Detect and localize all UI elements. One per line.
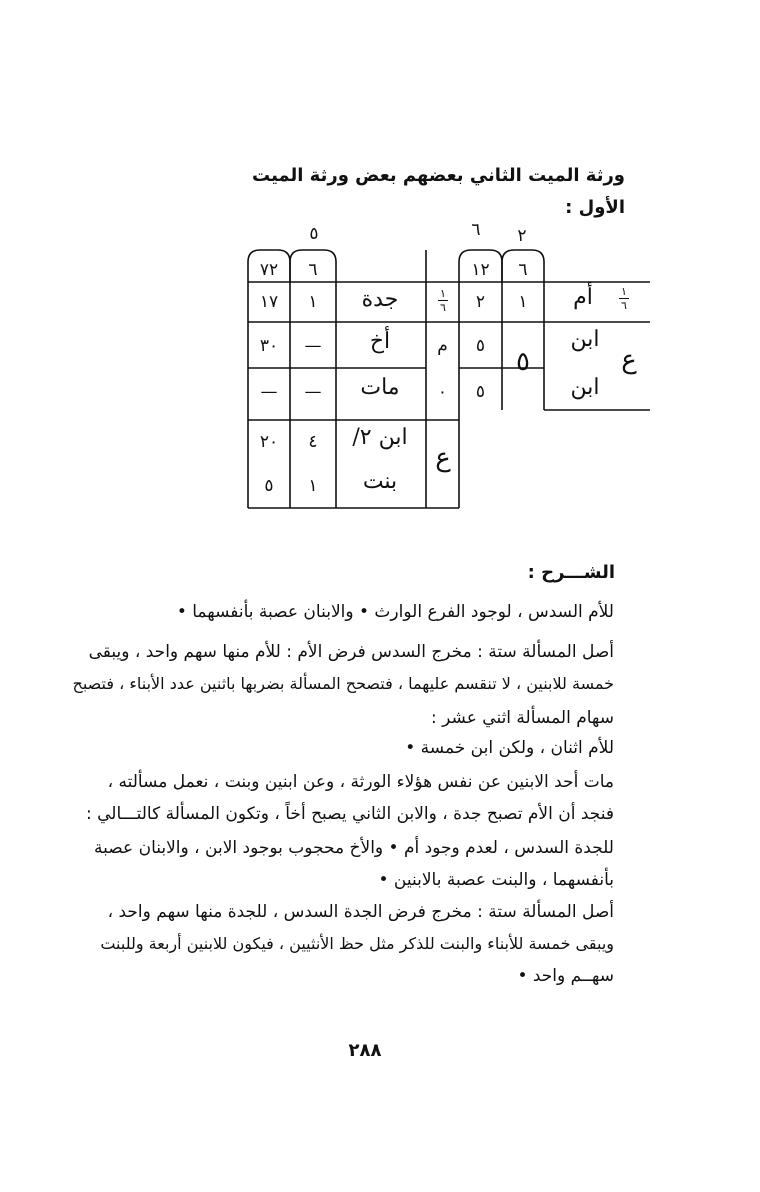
explanation-line: للأم اثنان ، ولكن ابن خمسة • [405, 738, 614, 758]
son-label-2: ابن [570, 375, 600, 400]
son-label-1: ابن [570, 327, 600, 352]
daughter-label: بنت [362, 469, 398, 494]
explanation-line: ويبقى خمسة للأبناء والبنت للذكر مثل حظ الأنثيين ، فيكون للابنين أربعة وللبنت [100, 934, 614, 953]
son-value-12-2: ٥ [475, 382, 486, 402]
mother-value-6: ١ [518, 292, 528, 312]
died-value-6: — [304, 382, 322, 402]
page-number: ٢٨٨ [348, 1040, 382, 1061]
page-heading: ورثة الميت الثاني بعضهم بعض ورثة الميت الأول : [252, 165, 625, 218]
multiplier-6: ٦ [471, 220, 481, 240]
brother-value-72: ٣٠ [259, 336, 279, 356]
grandmother-value-6: ١ [308, 292, 318, 312]
explanation-line: بأنفسهما ، والبنت عصبة بالابنين • [378, 870, 614, 890]
header-12: ١٢ [471, 260, 490, 280]
explanation-line: للجدة السدس ، لعدم وجود أم • والأخ محجوب بوجود الابن ، والابنان عصبة [94, 838, 614, 858]
explanation-line: أصل المسألة ستة : مخرج السدس فرض الأم : للأم منها سهم واحد ، ويبقى [88, 642, 614, 662]
explanation-line: للأم السدس ، لوجود الفرع الوارث • والابنان عصبة بأنفسهما • [176, 602, 614, 622]
grandmother-share: ١ ٦ [430, 288, 456, 313]
header-72: ٧٢ [259, 260, 279, 280]
sons-label: ابن ٢/ [352, 425, 408, 450]
died-label: مات [360, 375, 400, 400]
sons-merged-value: ٥ [516, 347, 530, 377]
explanation-line: سهام المسألة اثني عشر : [431, 708, 614, 728]
died-mark: ٠ [437, 382, 448, 402]
inheritance-table [240, 220, 660, 520]
grandmother-value-72: ١٧ [259, 292, 279, 312]
sons-asaba-mark: ع [621, 345, 637, 375]
brother-value-6: — [304, 336, 322, 356]
son-value-12-1: ٥ [475, 336, 486, 356]
explanation-line: خمسة للابنين ، لا تنقسم عليهما ، فتصحح المسألة بضربها باثنين عدد الأبناء ، فتصبح [72, 674, 614, 693]
brother-blocked-mark: م [437, 336, 448, 356]
mother-label: أم [573, 285, 593, 310]
mother-share: ١ ٦ [612, 286, 636, 311]
multiplier-5: ٥ [309, 224, 319, 244]
children-asaba-mark: ع [435, 443, 451, 473]
mother-value-12: ٢ [475, 292, 486, 312]
daughter-value-6: ١ [308, 476, 318, 496]
explanation-line: مات أحد الابنين عن نفس هؤلاء الورثة ، وعن ابنين وبنت ، نعمل مسألته ، [107, 772, 614, 792]
header-6-second: ٦ [308, 260, 318, 280]
grandmother-label: جدة [361, 287, 399, 312]
brother-label: أخ [369, 329, 391, 354]
multiplier-2: ٢ [517, 226, 527, 246]
daughter-value-72: ٥ [264, 476, 274, 496]
died-value-72: — [260, 382, 278, 402]
sons-value-72: ٢٠ [259, 432, 279, 452]
explanation-line: سهــم واحد • [517, 966, 614, 986]
header-6-first: ٦ [518, 260, 528, 280]
explanation-line: فنجد أن الأم تصبح جدة ، والابن الثاني يصبح أخاً ، وتكون المسألة كالتـــالي : [86, 804, 614, 824]
sons-value-6: ٤ [308, 432, 318, 452]
explanation-line: أصل المسألة ستة : مخرج فرض الجدة السدس ، للجدة منها سهم واحد ، [107, 902, 614, 922]
explanation-title: الشـــرح : [527, 562, 615, 583]
